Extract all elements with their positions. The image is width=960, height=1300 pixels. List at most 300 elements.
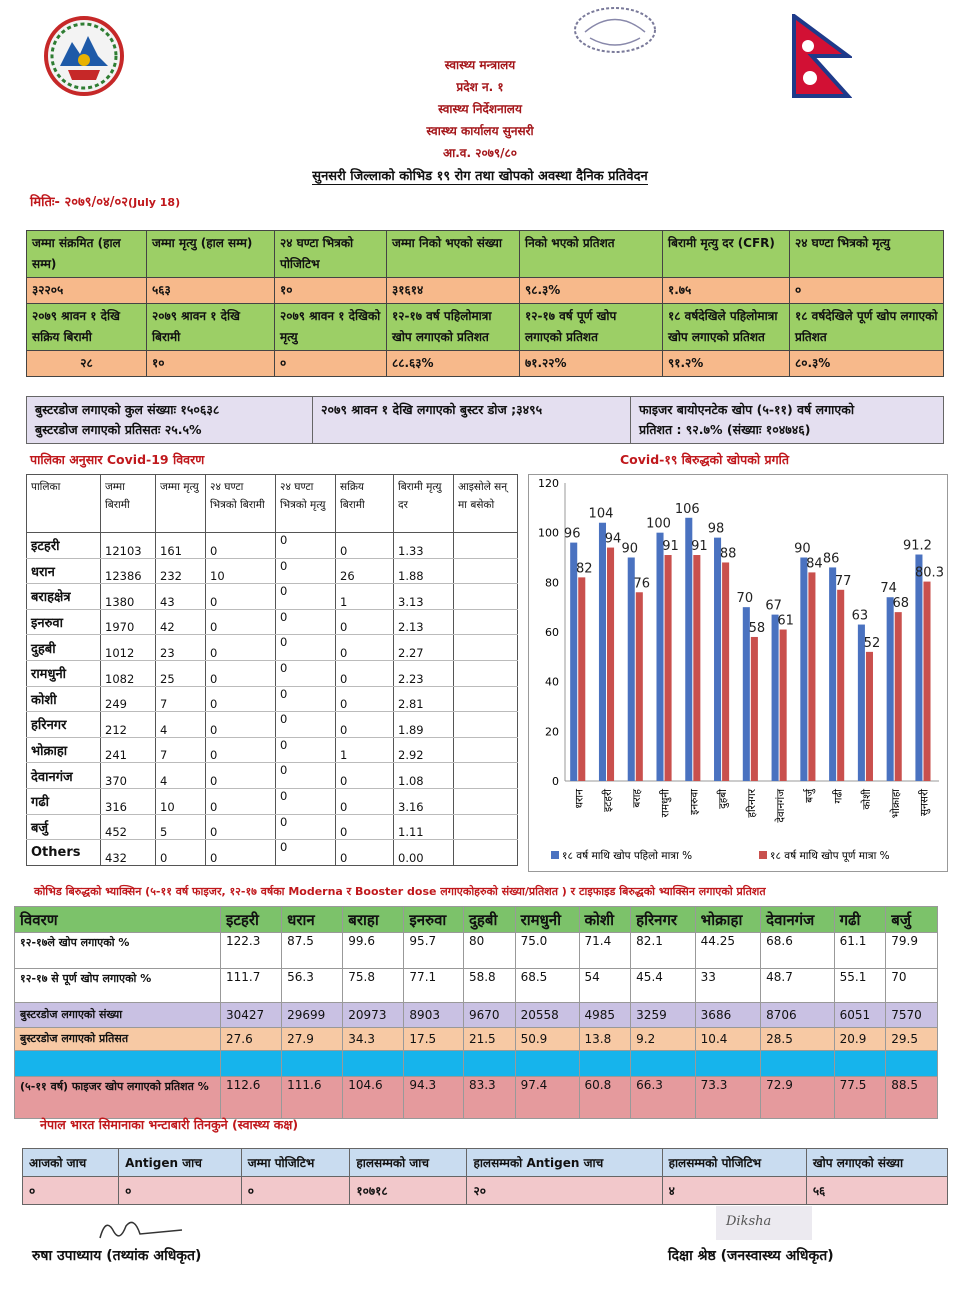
table-cell: 0	[336, 635, 394, 661]
summary-label: २४ घण्टा भित्रको पोजिटिभ	[275, 231, 387, 278]
table-cell	[454, 737, 518, 763]
vaccine-header: रामधुनी	[515, 907, 579, 933]
table-cell: 0	[336, 814, 394, 840]
data-label: 94	[604, 531, 622, 547]
table-row	[27, 609, 518, 635]
municipality-name: देवानगंज	[27, 763, 101, 789]
table-cell: 94.3	[404, 1077, 464, 1119]
table-cell: 1380	[101, 584, 156, 610]
bar-full-dose	[866, 652, 873, 781]
summary-label: बिरामी मृत्यु दर (CFR)	[663, 231, 790, 278]
table-cell	[454, 788, 518, 814]
data-label: 90	[621, 541, 639, 557]
table-row	[15, 969, 938, 1003]
vaccine-header: देवानगंज	[761, 907, 834, 933]
table-row	[27, 533, 518, 559]
table-cell	[454, 609, 518, 635]
table-cell: 3.16	[394, 788, 454, 814]
bar-full-dose	[607, 548, 614, 781]
booster-total: बुस्टरडोज लगाएको कुल संख्याः १५०६३८	[35, 402, 220, 417]
summary-value: ९१.२%	[663, 351, 790, 377]
table-cell: 12103	[101, 533, 156, 559]
x-tick-label: बराह	[630, 789, 643, 808]
table-cell: 1.11	[394, 814, 454, 840]
summary-label: जम्मा मृत्यु (हाल सम्म)	[147, 231, 275, 278]
legend-swatch	[551, 851, 559, 859]
table-cell: 2.13	[394, 609, 454, 635]
bar-first-dose	[714, 538, 721, 781]
table-cell	[886, 1051, 938, 1077]
table-row	[27, 814, 518, 840]
table-cell: 112.6	[221, 1077, 282, 1119]
table-cell	[454, 635, 518, 661]
table-cell: 0	[276, 737, 336, 763]
data-label: 82	[575, 561, 593, 577]
vaccine-header: दुहबी	[463, 907, 515, 933]
table-cell: 71.4	[579, 933, 631, 969]
border-health-desk-table	[22, 1148, 948, 1205]
municipality-name: बर्जु	[27, 814, 101, 840]
table-cell: 0	[276, 609, 336, 635]
table-cell: 8706	[761, 1003, 834, 1028]
table-cell: 241	[101, 737, 156, 763]
table-cell: 0	[206, 686, 276, 712]
table-cell: 0	[206, 840, 276, 866]
table-cell: 20.9	[834, 1028, 886, 1051]
table-cell: 1.08	[394, 763, 454, 789]
y-tick-label: 120	[538, 477, 559, 490]
x-tick-label: इनरुवा	[688, 789, 701, 815]
table-row	[15, 1003, 938, 1028]
table-cell: 9.2	[631, 1028, 696, 1051]
table-cell: 17.5	[404, 1028, 464, 1051]
data-label: 104	[588, 506, 614, 522]
table-row	[27, 763, 518, 789]
row-label	[15, 1051, 221, 1077]
row-label: बुस्टरडोज लगाएको संख्या	[15, 1003, 221, 1028]
bar-full-dose	[578, 577, 585, 781]
table-cell: 10	[156, 788, 206, 814]
table-cell: 0	[276, 712, 336, 738]
bar-first-dose	[772, 615, 779, 781]
legend-label: १८ वर्ष माथि खोप पूर्ण मात्रा %	[770, 850, 890, 862]
data-label: 67	[765, 598, 782, 614]
summary-label: १८ वर्षदेखिले पूर्ण खोप लगाएको प्रतिशत	[790, 304, 944, 351]
table-cell: 1.89	[394, 712, 454, 738]
table-cell	[454, 584, 518, 610]
summary-value: ८८.६३%	[387, 351, 520, 377]
bar-full-dose	[751, 637, 758, 781]
table-row	[27, 712, 518, 738]
table-cell: 0	[276, 840, 336, 866]
table-cell	[454, 814, 518, 840]
table-cell: 212	[101, 712, 156, 738]
data-label: 98	[707, 521, 725, 537]
summary-label: जम्मा निको भएको संख्या	[387, 231, 520, 278]
table-row	[27, 635, 518, 661]
table-cell: 1970	[101, 609, 156, 635]
table-cell: 0	[336, 763, 394, 789]
table-cell	[454, 660, 518, 686]
border-header: हालसम्मको जाच	[350, 1149, 467, 1177]
table-cell: 3686	[695, 1003, 760, 1028]
table-cell	[454, 840, 518, 866]
summary-label: १२-१७ वर्ष पूर्ण खोप लगाएको प्रतिशत	[520, 304, 663, 351]
data-label: 84	[806, 556, 823, 572]
municipality-table	[26, 474, 518, 866]
table-cell	[454, 763, 518, 789]
data-label: 68	[892, 596, 909, 612]
x-tick-label: देवानगंज	[774, 789, 787, 823]
table-cell	[454, 686, 518, 712]
x-tick-label: हरिनगर	[746, 789, 758, 818]
table-cell: 0	[336, 788, 394, 814]
municipality-name: भोक्राहा	[27, 737, 101, 763]
table-cell: 12386	[101, 558, 156, 584]
table-cell: 0	[276, 584, 336, 610]
table-cell: 7	[156, 737, 206, 763]
table-row	[15, 933, 938, 969]
muni-header: २४ घण्टा भित्रको मृत्यु	[276, 475, 336, 533]
bar-first-dose	[915, 555, 922, 781]
summary-label: २०७९ श्रावन १ देखि बिरामी	[147, 304, 275, 351]
table-cell: 28.5	[761, 1028, 834, 1051]
table-cell: 77.1	[404, 969, 464, 1003]
table-cell: 79.9	[886, 933, 938, 969]
booster-summary-table	[26, 396, 944, 444]
bar-full-dose	[693, 555, 700, 781]
summary-label: जम्मा संक्रमित (हाल सम्म)	[27, 231, 147, 278]
y-tick-label: 40	[545, 675, 559, 689]
header-fiscal-year: आ.व. २०७९/८०	[442, 146, 518, 160]
bar-first-dose	[829, 567, 836, 781]
summary-label: २४ घण्टा भित्रको मृत्यु	[790, 231, 944, 278]
row-label: १२-१७ से पूर्ण खोप लगाएको %	[15, 969, 221, 1003]
x-tick-label: कोशी	[861, 789, 874, 810]
municipality-name: इटहरी	[27, 533, 101, 559]
table-row	[27, 660, 518, 686]
border-value: १०७१८	[350, 1177, 467, 1205]
x-tick-label: बर्जु	[803, 789, 816, 803]
muni-header: जम्मा बिरामी	[101, 475, 156, 533]
table-cell: 370	[101, 763, 156, 789]
data-label: 61	[777, 613, 794, 629]
table-cell: 97.4	[515, 1077, 579, 1119]
table-row	[27, 788, 518, 814]
table-cell: 4985	[579, 1003, 631, 1028]
header-directorate: स्वास्थ्य निर्देशनालय	[438, 102, 522, 116]
x-tick-label: धरान	[573, 789, 586, 809]
data-label: 100	[646, 516, 671, 532]
data-label: 88	[719, 546, 737, 562]
table-cell: 3.13	[394, 584, 454, 610]
vaccine-header: कोशी	[579, 907, 631, 933]
legend-label: १८ वर्ष माथि खोप पहिलो मात्रा %	[562, 850, 693, 862]
table-cell: 25	[156, 660, 206, 686]
municipality-name: कोशी	[27, 686, 101, 712]
summary-value: ८०.३%	[790, 351, 944, 377]
vaccine-progress-chart	[528, 474, 948, 872]
signature-image-right: Diksha	[716, 1206, 812, 1240]
chart-title: Covid-१९ बिरुद्धको खोपको प्रगति	[620, 452, 789, 467]
table-cell: 33	[695, 969, 760, 1003]
muni-header: पालिका	[27, 475, 101, 533]
table-cell	[515, 1051, 579, 1077]
header-province: प्रदेश न. १	[456, 80, 504, 94]
table-cell: 75.8	[343, 969, 404, 1003]
table-cell: 4	[156, 712, 206, 738]
table-cell: 4	[156, 763, 206, 789]
table-header-row	[15, 907, 938, 933]
table-cell: 3259	[631, 1003, 696, 1028]
bar-first-dose	[599, 523, 606, 781]
table-cell: 80	[463, 933, 515, 969]
table-cell: 232	[156, 558, 206, 584]
table-cell: 44.25	[695, 933, 760, 969]
table-cell: 82.1	[631, 933, 696, 969]
border-value: २०	[467, 1177, 662, 1205]
table-cell	[631, 1051, 696, 1077]
municipality-name: बराहक्षेत्र	[27, 584, 101, 610]
data-label: 58	[748, 620, 766, 636]
table-cell: 66.3	[631, 1077, 696, 1119]
bar-full-dose	[923, 582, 930, 781]
table-cell: 0	[336, 660, 394, 686]
table-cell: 68.5	[515, 969, 579, 1003]
table-cell: 95.7	[404, 933, 464, 969]
table-cell: 0	[336, 533, 394, 559]
table-cell: 316	[101, 788, 156, 814]
border-table-title: नेपाल भारत सिमानाका भन्टाबारी तिनकुने (स्वास्थ्य कक्ष)	[40, 1117, 299, 1132]
data-label: 77	[834, 573, 852, 589]
report-date: मितिः- २०७९/०४/०२(July 18)	[30, 195, 181, 210]
table-cell: 0	[276, 635, 336, 661]
table-row	[15, 1028, 938, 1051]
row-label: (५-११ वर्ष) फाइजर खोप लगाएको प्रतिशत %	[15, 1077, 221, 1119]
signatory-right: दिक्षा श्रेष्ठ (जनस्वास्थ्य अधिकृत)	[668, 1248, 834, 1264]
border-header: खोप लगाएको संख्या	[806, 1149, 947, 1177]
table-cell	[463, 1051, 515, 1077]
table-cell: 1	[336, 584, 394, 610]
table-cell: 0	[276, 686, 336, 712]
data-label: 106	[674, 501, 700, 517]
table-cell: 0	[206, 635, 276, 661]
table-cell: 23	[156, 635, 206, 661]
data-label: 70	[736, 591, 754, 607]
table-cell: 0	[336, 840, 394, 866]
vaccine-header: विवरण	[15, 907, 221, 933]
vaccine-header: बर्जु	[886, 907, 938, 933]
table-cell: 2.81	[394, 686, 454, 712]
table-cell: 7	[156, 686, 206, 712]
table-cell: 432	[101, 840, 156, 866]
table-cell: 1082	[101, 660, 156, 686]
muni-header: आइसोले सन् मा बसेको	[454, 475, 518, 533]
signature-image-left	[96, 1212, 186, 1246]
table-cell: 34.3	[343, 1028, 404, 1051]
table-cell: 56.3	[282, 969, 343, 1003]
border-header: हालसम्मको पोजिटिभ	[662, 1149, 806, 1177]
table-cell	[579, 1051, 631, 1077]
summary-value: २८	[27, 351, 147, 377]
vaccine-table-title: कोभिड बिरुद्धको भ्याक्सिन (५-११ वर्ष फाइजर, १२-१७ वर्षका Moderna र Booster dose लगाएकोहरुको संख्या/प्रतिशत ) र टाइफाइड बिरुद्धको भ्याक्सिन लगाएको प्रतिशत	[34, 885, 766, 898]
table-cell: 45.4	[631, 969, 696, 1003]
municipality-name: गढी	[27, 788, 101, 814]
bar-full-dose	[780, 630, 787, 781]
table-row	[27, 737, 518, 763]
table-cell: 83.3	[463, 1077, 515, 1119]
official-stamp	[560, 2, 670, 62]
y-tick-label: 20	[545, 725, 559, 739]
y-tick-label: 60	[545, 626, 559, 639]
table-row	[15, 1051, 938, 1077]
table-row	[27, 840, 518, 866]
table-cell: 161	[156, 533, 206, 559]
table-cell: 88.5	[886, 1077, 938, 1119]
summary-value: ७१.२२%	[520, 351, 663, 377]
table-cell: 60.8	[579, 1077, 631, 1119]
border-header: Antigen जाच	[119, 1149, 242, 1177]
bar-full-dose	[895, 612, 902, 781]
muni-header: जम्मा मृत्यु	[156, 475, 206, 533]
table-cell	[221, 1051, 282, 1077]
table-cell: 249	[101, 686, 156, 712]
table-cell: 0	[336, 609, 394, 635]
bar-full-dose	[722, 562, 729, 781]
data-label: 74	[880, 581, 897, 597]
table-row	[15, 1077, 938, 1119]
table-cell: 30427	[221, 1003, 282, 1028]
table-cell: 0	[206, 814, 276, 840]
vaccine-header: धरान	[282, 907, 343, 933]
table-cell	[761, 1051, 834, 1077]
summary-table	[26, 230, 944, 377]
data-label: 96	[563, 526, 581, 542]
table-row	[27, 558, 518, 584]
municipality-name: रामधुनी	[27, 660, 101, 686]
table-cell: 104.6	[343, 1077, 404, 1119]
data-label: 52	[863, 635, 881, 651]
row-label: १२-१७ले खोप लगाएको %	[15, 933, 221, 969]
table-cell: 10.4	[695, 1028, 760, 1051]
summary-label: २०७९ श्रावन १ देखि सक्रिय बिरामी	[27, 304, 147, 351]
table-cell: 87.5	[282, 933, 343, 969]
bar-first-dose	[685, 518, 692, 781]
summary-label: २०७९ श्रावन १ देखिको मृत्यु	[275, 304, 387, 351]
table-cell: 8903	[404, 1003, 464, 1028]
header-ministry: स्वास्थ्य मन्त्रालय	[444, 58, 516, 72]
table-cell	[695, 1051, 760, 1077]
table-cell: 111.6	[282, 1077, 343, 1119]
table-cell: 48.7	[761, 969, 834, 1003]
data-label: 90	[794, 541, 811, 557]
table-cell: 0	[276, 788, 336, 814]
report-title: सुनसरी जिल्लाको कोभिड १९ रोग तथा खोपको अवस्था दैनिक प्रतिवेदन	[312, 169, 648, 184]
border-value: ०	[119, 1177, 242, 1205]
bar-full-dose	[837, 590, 844, 781]
table-cell: 1012	[101, 635, 156, 661]
table-cell: 0	[206, 712, 276, 738]
summary-value: १.७५	[663, 278, 790, 304]
municipality-name: हरिनगर	[27, 712, 101, 738]
muni-header: २४ घण्टा भित्रको बिरामी	[206, 475, 276, 533]
table-cell: 1.88	[394, 558, 454, 584]
bar-first-dose	[570, 543, 577, 781]
summary-label: १२-१७ वर्ष पहिलोमात्रा खोप लगाएको प्रतिशत	[387, 304, 520, 351]
table-cell: 0	[206, 660, 276, 686]
y-tick-label: 80	[545, 576, 559, 590]
table-cell: 21.5	[463, 1028, 515, 1051]
bar-first-dose	[887, 597, 894, 781]
table-cell	[454, 712, 518, 738]
vaccine-header: इनरुवा	[404, 907, 464, 933]
table-cell: 55.1	[834, 969, 886, 1003]
table-cell: 70	[886, 969, 938, 1003]
table-row	[27, 686, 518, 712]
vaccine-header: इटहरी	[221, 907, 282, 933]
table-cell: 13.8	[579, 1028, 631, 1051]
table-cell	[454, 533, 518, 559]
table-cell: 2.27	[394, 635, 454, 661]
bar-full-dose	[665, 555, 672, 781]
table-cell: 0	[206, 788, 276, 814]
table-cell: 2.23	[394, 660, 454, 686]
table-cell: 0	[156, 840, 206, 866]
muni-header: बिरामी मृत्यु दर	[394, 475, 454, 533]
table-cell: 0	[336, 712, 394, 738]
row-label: बुस्टरडोज लगाएको प्रतिसत	[15, 1028, 221, 1051]
summary-value: ०	[790, 278, 944, 304]
summary-value: ९८.३%	[520, 278, 663, 304]
x-tick-label: सुनसरी	[918, 789, 931, 817]
vaccine-header: भोक्राहा	[695, 907, 760, 933]
table-cell: 43	[156, 584, 206, 610]
booster-since: २०७९ श्रावन १ देखि लगाएको बुस्टर डोज ;३४९५	[313, 397, 631, 444]
table-cell: 0	[276, 763, 336, 789]
vaccine-table	[14, 906, 938, 1119]
table-cell: 20973	[343, 1003, 404, 1028]
summary-value: १०	[147, 351, 275, 377]
table-cell: 75.0	[515, 933, 579, 969]
table-cell: 27.9	[282, 1028, 343, 1051]
table-cell: 111.7	[221, 969, 282, 1003]
table-cell: 58.8	[463, 969, 515, 1003]
table-cell: 452	[101, 814, 156, 840]
table-cell: 1	[336, 737, 394, 763]
vaccine-header: गढी	[834, 907, 886, 933]
table-cell: 0	[276, 558, 336, 584]
table-cell: 5	[156, 814, 206, 840]
table-cell: 77.5	[834, 1077, 886, 1119]
data-label: 63	[851, 608, 869, 624]
header-office: स्वास्थ्य कार्यालय सुनसरी	[426, 124, 534, 138]
data-label: 91	[691, 539, 708, 555]
table-cell: 0	[206, 737, 276, 763]
table-cell	[834, 1051, 886, 1077]
pfizer-line-1: फाइजर बायोएनटेक खोप (५-११) वर्ष लगाएको	[639, 402, 855, 417]
table-cell: 122.3	[221, 933, 282, 969]
summary-label: निको भएको प्रतिशत	[520, 231, 663, 278]
pfizer-line-2: प्रतिशत : ९२.७% (संख्याः १०४७४६)	[639, 422, 811, 437]
x-tick-label: दुहबी	[717, 789, 730, 809]
table-cell: 6051	[834, 1003, 886, 1028]
summary-value: ०	[275, 351, 387, 377]
table-cell: 0	[336, 686, 394, 712]
summary-value: ३१६१४	[387, 278, 520, 304]
table-cell: 0.00	[394, 840, 454, 866]
table-cell: 9670	[463, 1003, 515, 1028]
data-label: 80.3	[915, 565, 944, 581]
